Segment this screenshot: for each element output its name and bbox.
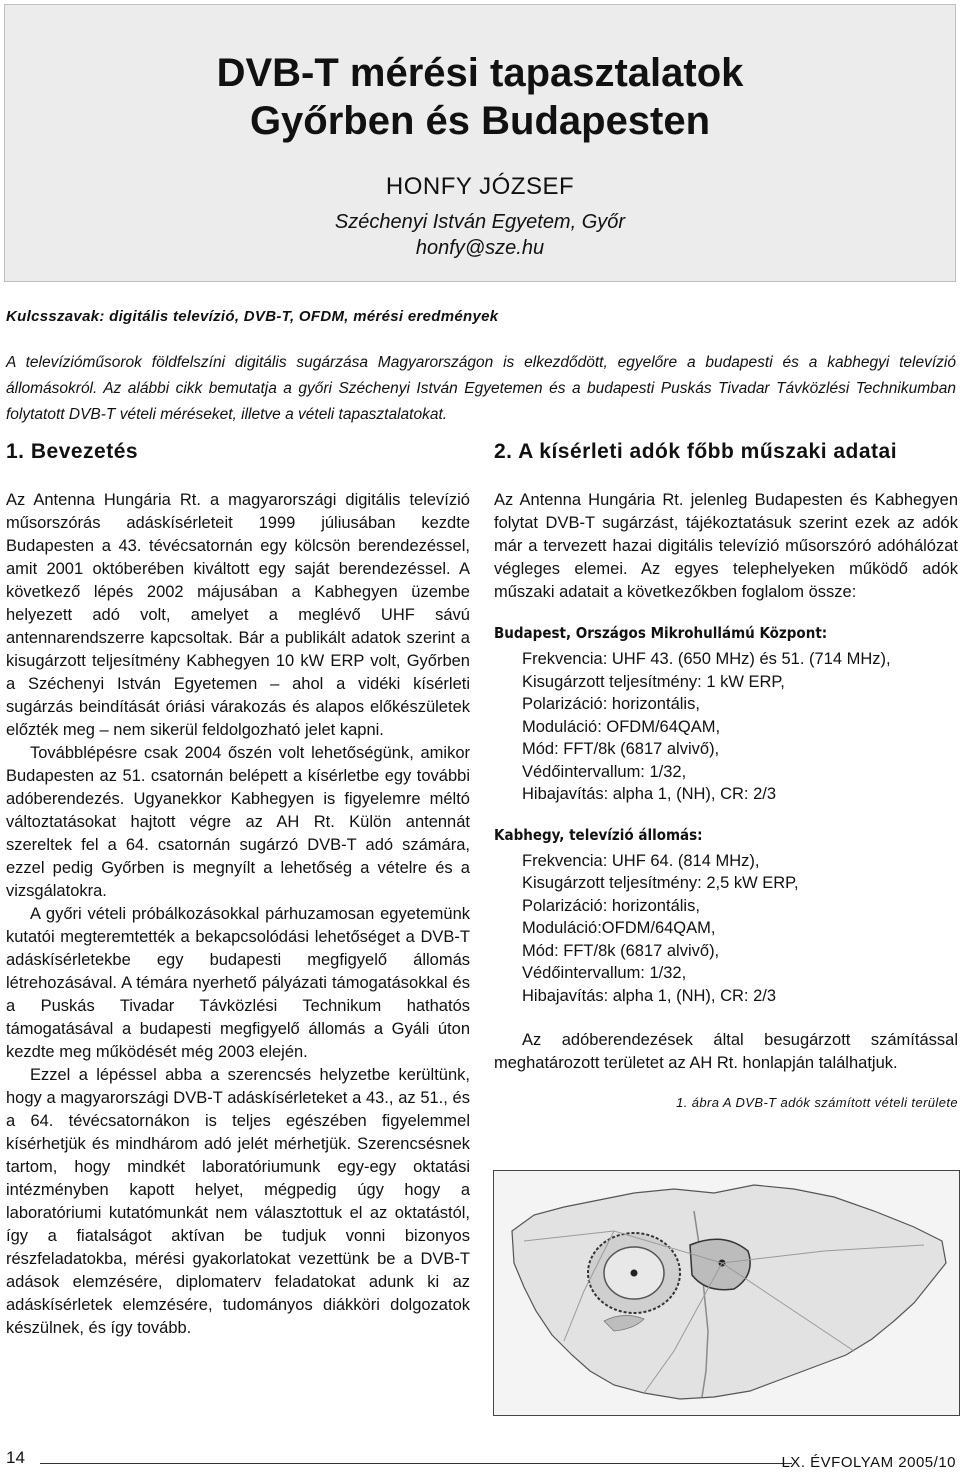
coverage-map-figure xyxy=(493,1170,960,1416)
spec-item: Védőintervallum: 1/32, xyxy=(522,762,687,781)
journal-issue: LX. ÉVFOLYAM 2005/10 xyxy=(781,1454,956,1471)
author-email: honfy@sze.hu xyxy=(415,237,545,259)
spec-item: Kisugárzott teljesítmény: 2,5 kW ERP, xyxy=(522,874,799,892)
station-2-heading: Kabhegy, televízió állomás: xyxy=(494,825,703,844)
spec-item: Hibajavítás: alpha 1, (NH), CR: 2/3 xyxy=(522,986,777,1005)
spec-item: Hibajavítás: alpha 1, (NH), CR: 2/3 xyxy=(522,785,777,803)
spec-item: Mód: FFT/8k (6817 alvivő), xyxy=(522,740,720,758)
article-title xyxy=(5,5,955,145)
affiliation xyxy=(5,209,955,261)
affiliation-institution: Széchenyi István Egyetem, Győr xyxy=(334,211,626,233)
station-1-heading: Budapest, Országos Mikrohullámú Központ: xyxy=(494,624,828,642)
title-line-1: DVB-T mérési tapasztalatok xyxy=(216,51,744,95)
transmitter-marker xyxy=(631,1270,638,1277)
spec-item: Moduláció: OFDM/64QAM, xyxy=(522,717,721,736)
spec-item: Polarizáció: horizontális, xyxy=(522,695,700,713)
paragraph: Továbblépésre csak 2004 őszén volt lehetőségünk, amikor Budapesten az 51. csatornán belépett a kísérletbe egy további adóberendezés. Ugyanekkor Kabhegyen is figyelemre méltó változtatásokat hajtott végre az AH Rt. Külön antennát szereltek fel a 64. csatornán sugárzó DVB-T adó számára, ezzel pedig Győrben is megnyílt a lehetőség a vételre és a vizsgálatokra. xyxy=(6,744,470,900)
page-number: 14 xyxy=(6,1448,25,1467)
author-name: HONFY JÓZSEF xyxy=(385,173,575,200)
figure-caption: 1. ábra A DVB-T adók számított vételi területe xyxy=(676,1095,958,1110)
station-1-specs xyxy=(494,648,958,806)
section-2-intro: Az Antenna Hungária Rt. jelenleg Budapesten és Kabhegyen folytat DVB-T sugárzást, tájékoztatásuk szerint ezek az adók már a tervezett hazai digitális televízió műsorszóró adóhálózat végleges elemei. Az egyes telephelyeken működő adók műszaki adatait a következőkben foglalom össze: xyxy=(494,491,958,601)
spec-item: Védőintervallum: 1/32, xyxy=(522,964,687,982)
coverage-map-image xyxy=(494,1171,959,1415)
spec-item: Frekvencia: UHF 43. (650 MHz) és 51. (714 MHz), xyxy=(522,650,891,668)
spec-item: Mód: FFT/8k (6817 alvivő), xyxy=(522,941,720,960)
paragraph: Ezzel a lépéssel abba a szerencsés helyzetbe kerültünk, hogy a magyarországi DVB-T adáskísérleteket a 43., az 51., és a 64. tévécsatornákon is teljes egészében figyelemmel kísérhetjük és mindhárom adó jelét mérhetjük. Szerencsésnek tartom, hogy mindkét laboratóriumunk egy-egy oktatási intézményben kapott helyet, mégpedig úgy hogy a laboratóriumi kutatómunkát nem választottuk el az oktatástól, így a fiatalságot aktívan be tudjuk vonni bizonyos részfeladatokba, mérési gyakorlatokat vezettünk be a DVB-T adások elemzésére, diplomaterv feladatokat adunk ki az adáskísérletek elemzésére, tudományos diákköri dolgozatok készülnek, és így tovább. xyxy=(6,1066,470,1337)
section-1-body xyxy=(6,489,470,1340)
section-2-heading: 2. A kísérleti adók főbb műszaki adatai xyxy=(494,440,898,463)
abstract: A televízióműsorok földfelszíni digitális sugárzása Magyarországon is elkezdődött, egyelőre a budapesti és a kabhegyi televízió állomásokról. Az alábbi cikk bemutatja a győri Széchenyi István Egyetemen és a budapesti Puskás Tivadar Távközlési Technikumban folytatott DVB-T vételi méréseket, illetve a vételi tapasztalatokat. xyxy=(6,354,956,423)
paragraph: Az Antenna Hungária Rt. a magyarországi digitális televízió műsorszórás adáskísérleteit 1999 júliusában kezdte Budapesten a 43. tévécsatornán egy kölcsön berendezéssel, amit 2001 októberében kiváltott egy saját berendezéssel. A következő lépés 2002 májusában a Kabhegyen üzembe helyezett adó volt, amelyet a meglévő UHF sávú antennarendszerre kapcsoltak. Bár a publikált adatok szerint a kisugárzott teljesítmény Kabhegyen 10 kW ERP volt, Győrben a Széchenyi István Egyetemen – ahol a vidéki kísérleti sugárzás beindítását óriási várakozás és alapos előkészületek előzték meg – nem sikerül feldolgozható jelet kapni. xyxy=(6,491,470,739)
spec-item: Polarizáció: horizontális, xyxy=(522,896,700,915)
spec-item: Kisugárzott teljesítmény: 1 kW ERP, xyxy=(522,672,785,691)
paragraph: A győri vételi próbálkozásokkal párhuzamosan egyetemünk kutatói megteremtették a bekapcsolódási lehetőséget a DVB-T adáskísérletekbe egy budapesti megfigyelő állomás létrehozásával. A témára nyerhető pályázati támogatásokkal és a Puskás Tivadar Távközlési Technikum hathatós támogatásával a budapesti megfigyelő állomás a Gyáli úton kezdte meg működését még 2003 elején. xyxy=(6,905,470,1061)
station-2-specs xyxy=(494,850,958,1008)
keywords: Kulcsszavak: digitális televízió, DVB-T, OFDM, mérési eredmények xyxy=(6,308,499,325)
right-column xyxy=(494,440,958,1110)
section-1-heading: 1. Bevezetés xyxy=(6,440,139,463)
title-block xyxy=(4,4,956,282)
spec-item: Frekvencia: UHF 64. (814 MHz), xyxy=(522,851,760,870)
spec-item: Moduláció:OFDM/64QAM, xyxy=(522,919,716,937)
title-line-2: Győrben és Budapesten xyxy=(249,99,711,143)
footer-rule xyxy=(40,1463,792,1464)
left-column xyxy=(6,440,470,1340)
section-2-closing: Az adóberendezések által besugárzott számítással meghatározott területet az AH Rt. honlapján találhatjuk. xyxy=(494,1031,958,1072)
